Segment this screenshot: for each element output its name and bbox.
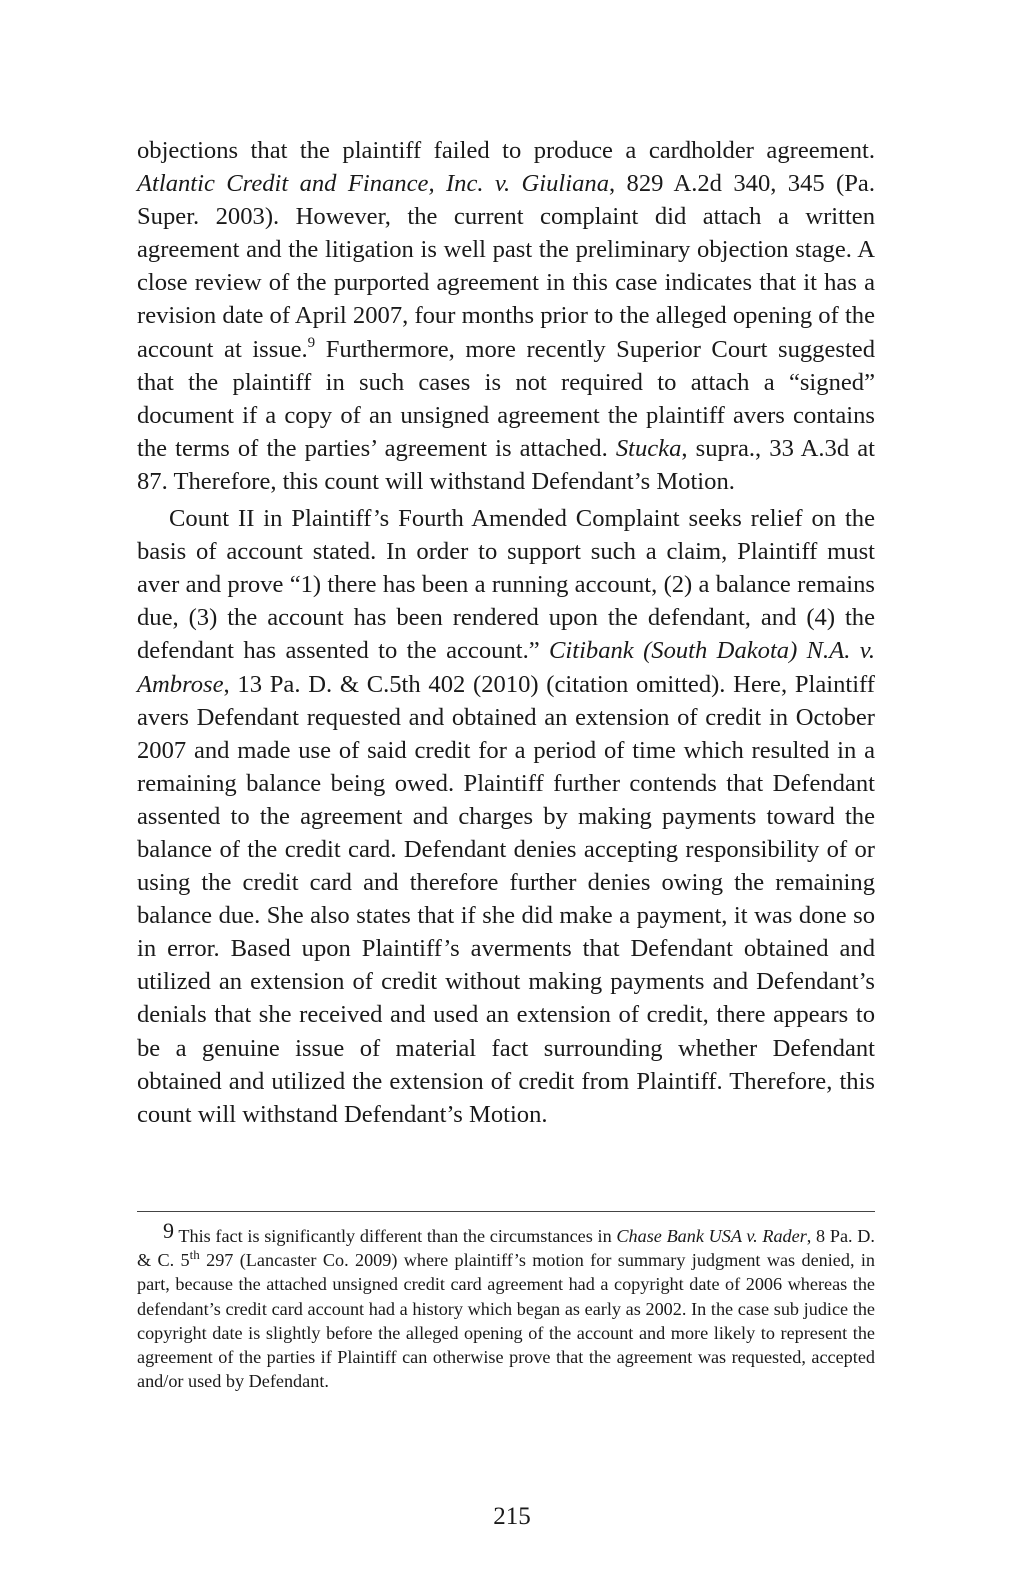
footnote-divider: [137, 1211, 875, 1212]
case-citation-chase-bank: Chase Bank USA v. Rader: [616, 1226, 807, 1246]
case-citation-stucka: Stucka: [615, 434, 682, 462]
footnote-text-a: This fact is significantly different than the circumstances in: [174, 1226, 617, 1246]
paragraph-2: [137, 502, 875, 1131]
paragraph-2-text-a: Count II in Plaintiff’s Fourth Amended Complaint seeks relief on the basis of account stated. In order to support such a claim, Plaintiff must aver and prove “1) there has been a running account, (2) a balance remains due, (3) the account has been rendered upon the defendant, and (4) the defendant has assented to the account.”: [137, 505, 875, 665]
footnote-mark: 9: [163, 1218, 174, 1243]
document-page: [137, 134, 875, 1131]
paragraph-1-text-b: , 829 A.2d 340, 345 (Pa. Super. 2003). However, the current complaint did attach a written agreement and the litigation is well past the preliminary objection stage. A close review of the purported agreement in this case indicates that it has a revision date of April 2007, four months prior to the alleged opening of the account at issue.: [137, 170, 875, 363]
footnote-text: [137, 1218, 875, 1393]
footnote-9: [137, 1218, 875, 1393]
case-citation-citibank: Citibank (South Dakota) N.A. v. Ambrose: [137, 637, 875, 698]
footnote-reference-9: 9: [307, 334, 316, 351]
footnote-text-c: 297 (Lancaster Co. 2009) where plaintiff’s motion for summary judgment was denied, in part, because the attached unsigned credit card agreement had a copyright date of 2006 whereas the defendant’s credit card account had a history which began as early as 2002. In the case sub judice the copyright date is slightly before the alleged opening of the account and more likely to represent the agreement of the parties if Plaintiff can otherwise prove that the agreement was requested, accepted and/or used by Defendant.: [137, 1250, 875, 1392]
paragraph-1-text-a: objections that the plaintiff failed to produce a cardholder agreement.: [137, 137, 875, 164]
paragraph-1-text-d: , supra., 33 A.3d at 87. Therefore, this count will withstand Defendant’s Motion.: [137, 434, 875, 495]
main-text: [137, 134, 875, 1131]
paragraph-2-text-b: , 13 Pa. D. & C.5th 402 (2010) (citation omitted). Here, Plaintiff avers Defendant requested and obtained an extension of credit in October 2007 and made use of said credit for a period of time which resulted in a remaining balance being owed. Plaintiff further contends that Defendant assented to the agreement and charges by making payments toward the balance of the credit card. Defendant denies accepting responsibility of or using the credit card and therefore further denies owing the remaining balance due. She also states that if she did make a payment, it was done so in error. Based upon Plaintiff’s averments that Defendant obtained and utilized an extension of credit without making payments and Defendant’s denials that she received and used an extension of credit, there appears to be a genuine issue of material fact surrounding whether Defendant obtained and utilized the extension of credit from Plaintiff. Therefore, this count will withstand Defendant’s Motion.: [137, 670, 875, 1128]
case-citation-atlantic-credit: Atlantic Credit and Finance, Inc. v. Giuliana: [137, 170, 609, 198]
footnote-text-b: , 8 Pa. D. & C. 5: [137, 1226, 875, 1271]
paragraph-1-text-c: Furthermore, more recently Superior Court suggested that the plaintiff in such cases is not required to attach a “signed” document if a copy of an unsigned agreement the plaintiff avers contains the terms of the parties’ agreement is attached.: [137, 335, 875, 462]
footnote-superscript-th: th: [189, 1247, 200, 1263]
paragraph-1: [137, 134, 875, 498]
page-number: 215: [493, 1503, 531, 1530]
